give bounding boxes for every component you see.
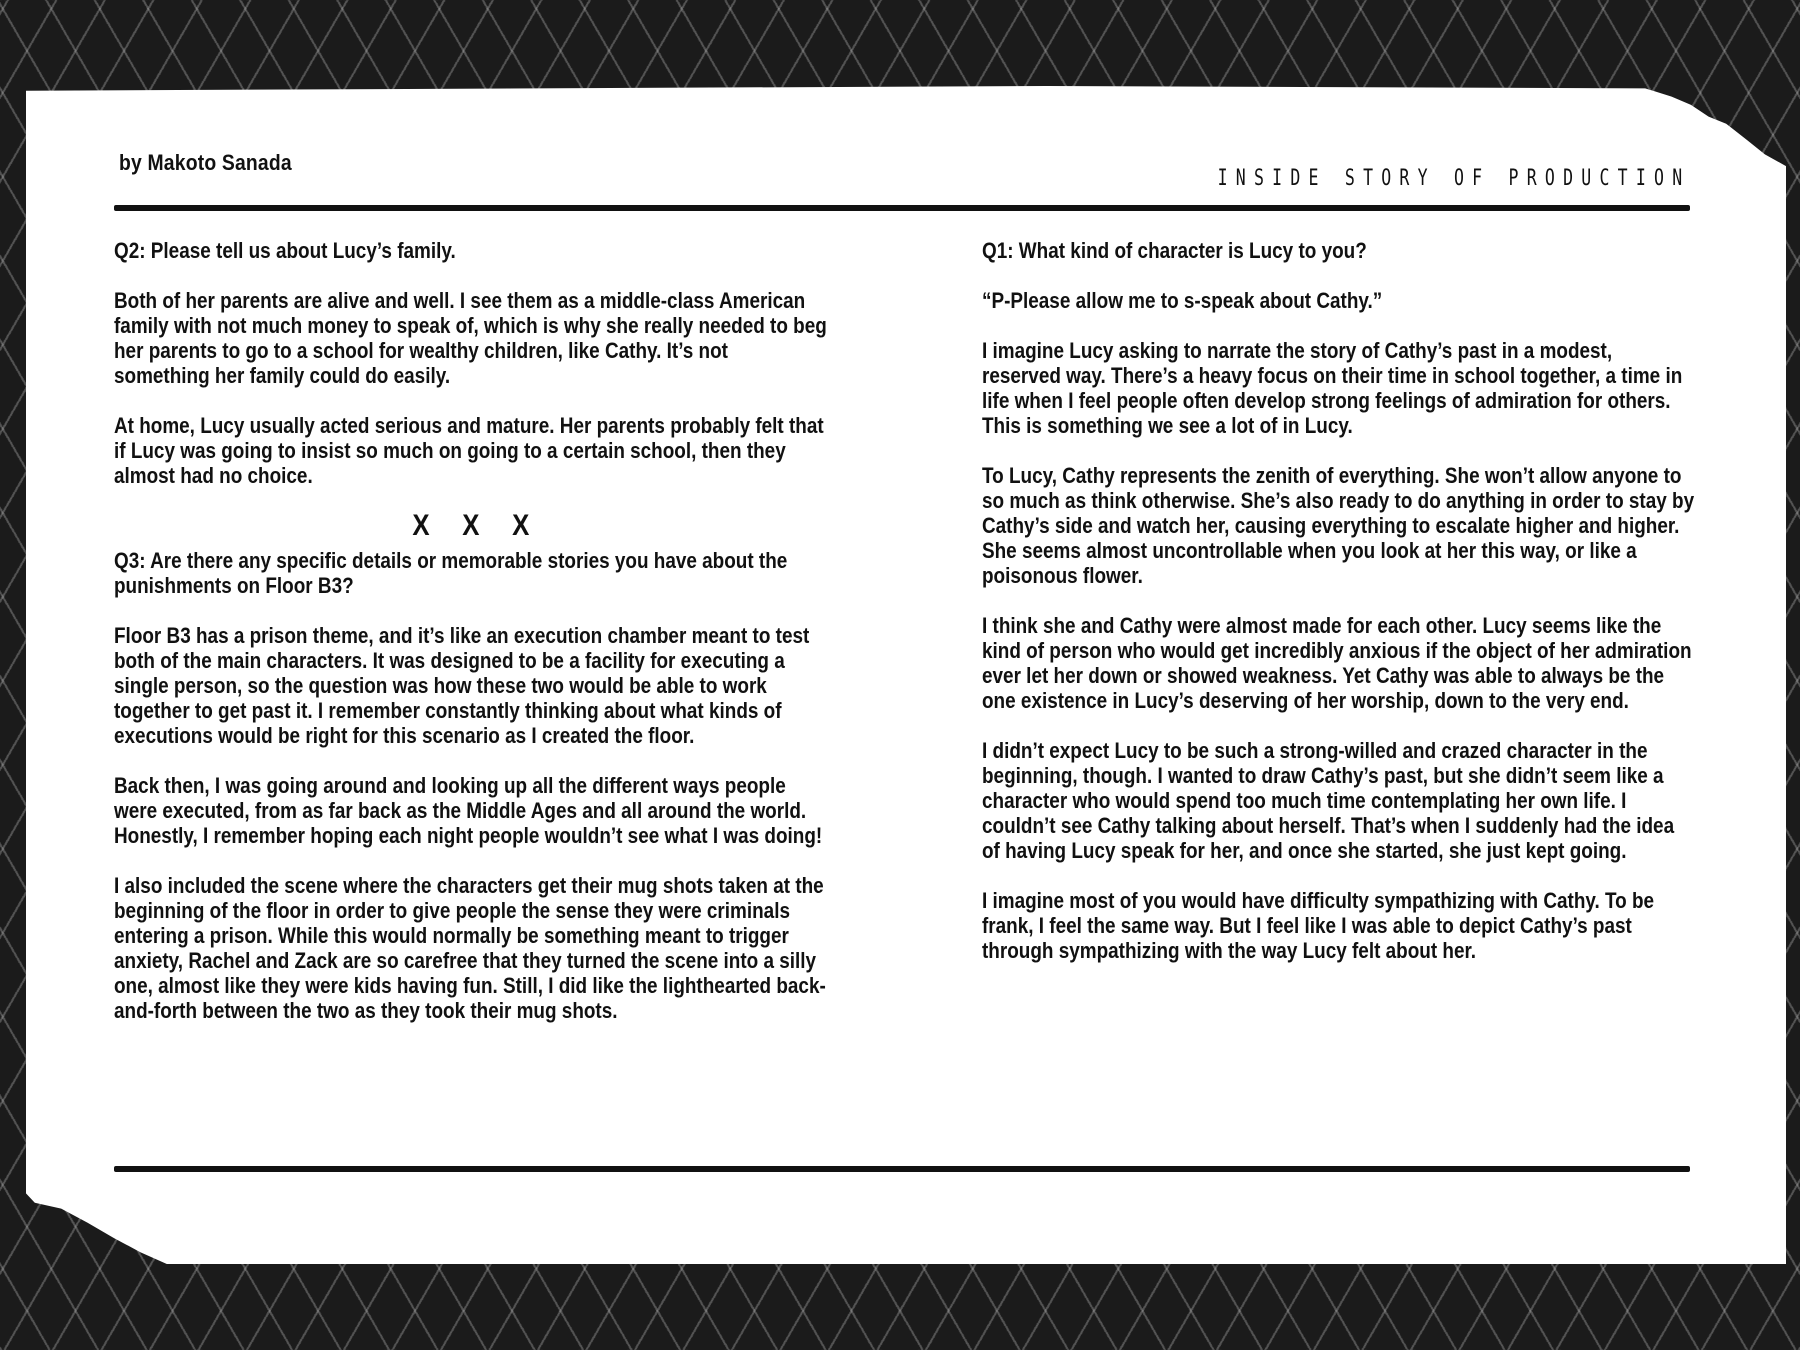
- top-rule: [114, 205, 1690, 211]
- q1-paragraph-1: I imagine Lucy asking to narrate the story of Cathy’s past in a modest, reserved way. There’s a heavy focus on their time in school together, a time in life when I feel people often develop strong feelings of admiration for others. This is something we see a lot of in Lucy.: [982, 338, 1683, 438]
- q3-heading: Q3: Are there any specific details or memorable stories you have about the punishments on Floor B3?: [114, 548, 788, 598]
- section-title: INSIDE STORY OF PRODUCTION: [1217, 166, 1690, 191]
- q1-paragraph-4: I didn’t expect Lucy to be such a strong-willed and crazed character in the beginning, though. I wanted to draw Cathy’s past, but she didn’t seem like a character who would spend too much time contemplating her own life. I couldn’t see Cathy talking about herself. That’s when I suddenly had the idea of having Lucy speak for her, and once she started, she just kept going.: [982, 738, 1675, 863]
- right-column: [982, 238, 1800, 988]
- q3-paragraph-3: I also included the scene where the characters get their mug shots taken at the beginning of the floor in order to give people the sense they were criminals entering a prison. While this would normally be something meant to trigger anxiety, Rachel and Zack are so carefree that they turned the scene into a silly one, almost like they were kids having fun. Still, I did like the lighthearted back-and-forth between the two as they took their mug shots.: [114, 873, 826, 1023]
- q2-paragraph-2: At home, Lucy usually acted serious and mature. Her parents probably felt that if Lucy was going to insist so much on going to a certain school, then they almost had no choice.: [114, 413, 824, 488]
- q1-paragraph-3: I think she and Cathy were almost made for each other. Lucy seems like the kind of person who would get incredibly anxious if the object of her admiration ever let her down or showed weakness. Yet Cathy was able to always be the one existence in Lucy’s deserving of her worship, down to the very end.: [982, 613, 1692, 713]
- q3-paragraph-2: Back then, I was going around and looking up all the different ways people were executed, from as far back as the Middle Ages and all around the world. Honestly, I remember hoping each night people wouldn’t see what I was doing!: [114, 773, 823, 848]
- bottom-rule: [114, 1166, 1690, 1172]
- q3-paragraph-1: Floor B3 has a prison theme, and it’s like an execution chamber meant to test both of the main characters. It was designed to be a facility for executing a single person, so the question was how these two would be able to work together to get past it. I remember constantly thinking about what kinds of executions would be right for this scenario as I created the floor.: [114, 623, 810, 748]
- section-divider: XXX: [412, 509, 563, 542]
- q2-heading: Q2: Please tell us about Lucy’s family.: [114, 238, 456, 263]
- left-column: [114, 238, 944, 1048]
- q1-quote: “P-Please allow me to s-speak about Cathy.”: [982, 288, 1383, 313]
- q1-paragraph-2: To Lucy, Cathy represents the zenith of everything. She won’t allow anyone to so much as think otherwise. She’s also ready to do anything in order to stay by Cathy’s side and watch her, causing everything to escalate higher and higher. She seems almost uncontrollable when you look at her this way, or like a poisonous flower.: [982, 463, 1695, 588]
- author-byline: by Makoto Sanada: [119, 150, 292, 175]
- q2-paragraph-1: Both of her parents are alive and well. I see them as a middle-class American family with not much money to speak of, which is why she really needed to beg her parents to go to a school for wealthy children, like Cathy. It’s not something her family could do easily.: [114, 288, 827, 388]
- q1-heading: Q1: What kind of character is Lucy to you?: [982, 238, 1367, 263]
- q1-paragraph-5: I imagine most of you would have difficulty sympathizing with Cathy. To be frank, I feel the same way. But I feel like I was able to depict Cathy’s past through sympathizing with the way Lucy felt about her.: [982, 888, 1655, 963]
